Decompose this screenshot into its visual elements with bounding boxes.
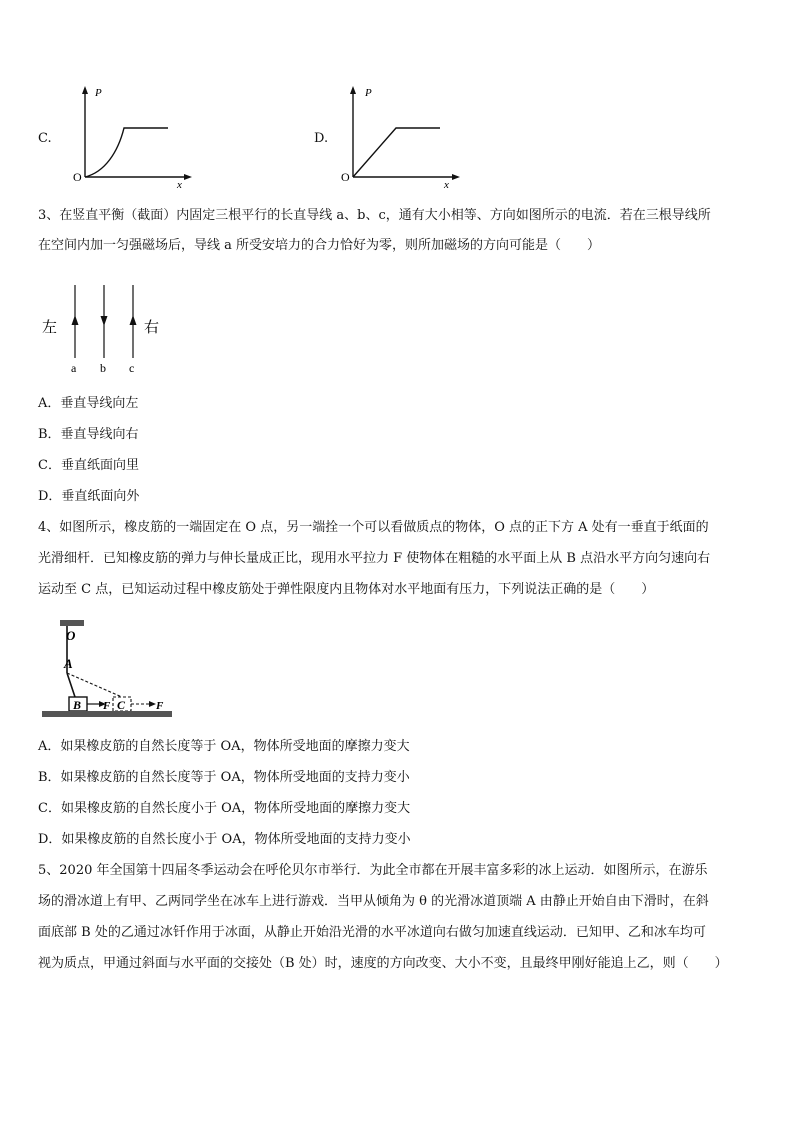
q5-stem-line4: 视为质点，甲通过斜面与水平面的交接处（B 处）时，速度的方向改变、大小不变，且最终甲刚好能追上乙，则（ ） bbox=[38, 956, 728, 971]
q5-stem-line3: 面底部 B 处的乙通过冰钎作用于冰面，从静止开始沿光滑的水平冰道向右做匀加速直线运动．已知甲、乙和冰车均可 bbox=[38, 925, 706, 940]
option-d-label: D. bbox=[314, 131, 329, 146]
point-c-label: C bbox=[117, 698, 126, 712]
q4-option-c: C．如果橡皮筋的自然长度小于 OA，物体所受地面的摩擦力变大 bbox=[38, 801, 411, 816]
force-f-label-1: F bbox=[103, 700, 111, 712]
q4-stem-line3: 运动至 C 点，已知运动过程中橡皮筋处于弹性限度内且物体对水平地面有压力，下列说法正确的是（ ） bbox=[38, 582, 655, 597]
figure-left-label: 左 bbox=[42, 320, 58, 336]
wire-a-label: a bbox=[71, 361, 77, 375]
graph-c-ylabel: P bbox=[95, 87, 102, 99]
q3-stem-line1: 3、在竖直平衡（截面）内固定三根平行的长直导线 a、b、c，通有大小相等、方向如图所示的电流．若在三根导线所 bbox=[38, 208, 711, 223]
q4-option-b: B．如果橡皮筋的自然长度等于 OA，物体所受地面的支持力变小 bbox=[38, 770, 410, 785]
wire-c-label: c bbox=[129, 361, 135, 375]
q3-option-d: D．垂直纸面向外 bbox=[38, 489, 140, 504]
graph-c-origin: O bbox=[73, 170, 82, 184]
figure-right-label: 右 bbox=[144, 320, 160, 336]
graph-c bbox=[70, 82, 195, 192]
q4-option-a: A．如果橡皮筋的自然长度等于 OA，物体所受地面的摩擦力变大 bbox=[38, 739, 410, 754]
q5-stem-line2: 场的滑冰道上有甲、乙两同学坐在冰车上进行游戏．当甲从倾角为 θ 的光滑冰道顶端 A 由静止开始自由下滑时，在斜 bbox=[38, 894, 709, 909]
force-f-label-2: F bbox=[156, 700, 164, 712]
point-a-label: A bbox=[64, 656, 73, 671]
q3-option-c: C．垂直纸面向里 bbox=[38, 458, 139, 473]
q3-stem-line2: 在空间内加一匀强磁场后，导线 a 所受安培力的合力恰好为零，则所加磁场的方向可能是（ ） bbox=[38, 238, 601, 253]
q4-option-d: D．如果橡皮筋的自然长度小于 OA，物体所受地面的支持力变小 bbox=[38, 832, 411, 847]
graph-c-xlabel: x bbox=[177, 179, 182, 191]
point-b-label: B bbox=[73, 698, 82, 712]
q4-stem-line2: 光滑细杆．已知橡皮筋的弹力与伸长量成正比，现用水平拉力 F 使物体在粗糙的水平面上从 B 点沿水平方向匀速向右 bbox=[38, 551, 711, 566]
graph-d bbox=[338, 82, 463, 192]
q4-stem-line1: 4、如图所示，橡皮筋的一端固定在 O 点，另一端拴一个可以看做质点的物体，O 点的正下方 A 处有一垂直于纸面的 bbox=[38, 520, 709, 535]
wire-b-label: b bbox=[100, 361, 106, 375]
q5-stem-line1: 5、2020 年全国第十四届冬季运动会在呼伦贝尔市举行．为此全市都在开展丰富多彩的冰上运动．如图所示，在游乐 bbox=[38, 863, 708, 878]
option-c-label: C. bbox=[38, 131, 52, 146]
q3-option-b: B．垂直导线向右 bbox=[38, 427, 139, 442]
graph-d-origin: O bbox=[341, 170, 350, 184]
graph-d-xlabel: x bbox=[444, 179, 449, 191]
q3-option-a: A．垂直导线向左 bbox=[38, 396, 139, 411]
rubber-band-figure bbox=[40, 618, 180, 722]
graph-d-ylabel: P bbox=[365, 87, 372, 99]
wires-figure bbox=[38, 282, 178, 377]
point-o-label: O bbox=[66, 628, 76, 643]
